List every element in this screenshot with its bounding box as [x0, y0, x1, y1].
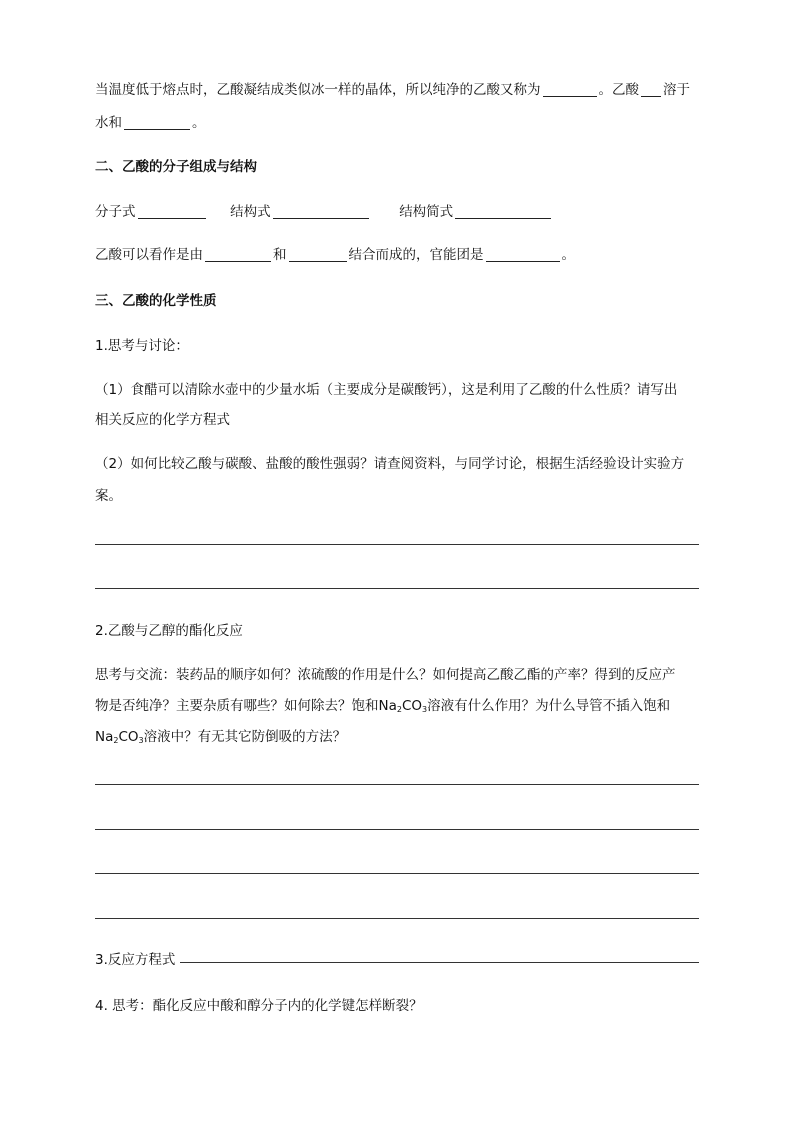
intro-line-2	[95, 111, 206, 131]
simple-formula-label: 结构简式	[399, 204, 454, 220]
intro-text-c: 溶于	[663, 82, 690, 98]
molecular-formula-label: 分子式	[95, 204, 136, 220]
blank-glacial-acetic[interactable]	[543, 82, 597, 97]
answer-line-5[interactable]	[95, 873, 699, 874]
discussion-text-a: 物是否纯净？主要杂质有哪些？如何除去？饱和	[95, 698, 379, 714]
blank-solvent[interactable]	[124, 115, 190, 130]
answer-line-1[interactable]	[95, 544, 699, 545]
section3-heading: 三、乙酸的化学性质	[95, 293, 217, 309]
reaction-equation-blank[interactable]	[180, 962, 699, 963]
intro-text-e: 。	[192, 115, 206, 131]
item4-title: 4. 思考：酯化反应中酸和醇分子内的化学键怎样断裂？	[95, 998, 423, 1014]
chemical-formula-na2co3-2: $Na_2CO_3$	[95, 729, 144, 745]
answer-line-6[interactable]	[95, 918, 699, 919]
item2-title: 2.乙酸与乙醇的酯化反应	[95, 623, 243, 639]
question2-line2: 案。	[95, 488, 122, 504]
blank-functional-group[interactable]	[486, 247, 560, 262]
discussion-text-b: 溶液有什么作用？为什么导管不插入饱和	[427, 698, 671, 714]
question1-line1: （1）食醋可以清除水壶中的少量水垢（主要成分是碳酸钙），这是利用了乙酸的什么性质？请写出	[95, 382, 678, 398]
composition-text-d: 。	[561, 247, 575, 263]
blank-molecular-formula[interactable]	[138, 204, 206, 219]
discussion-text-c: 溶液中？有无其它防倒吸的方法？	[143, 729, 347, 745]
intro-text-b: 。乙酸	[598, 82, 639, 98]
blank-solubility[interactable]	[641, 82, 661, 97]
item1-title: 1.思考与讨论：	[95, 338, 189, 354]
chemical-formula-na2co3: $Na_2CO_3$	[378, 698, 428, 714]
question2-line1: （2）如何比较乙酸与碳酸、盐酸的酸性强弱？请查阅资料，与同学讨论，根据生活经验设计实验方	[95, 456, 685, 472]
structural-formula-label: 结构式	[230, 204, 271, 220]
composition-text-a: 乙酸可以看作是由	[95, 247, 203, 263]
section2-heading: 二、乙酸的分子组成与结构	[95, 159, 257, 175]
blank-group-2[interactable]	[289, 247, 347, 262]
blank-group-1[interactable]	[205, 247, 271, 262]
discussion-line3	[95, 725, 346, 745]
answer-line-2[interactable]	[95, 588, 699, 589]
answer-line-3[interactable]	[95, 784, 699, 785]
discussion-line1: 思考与交流：装药品的顺序如何？浓硫酸的作用是什么？如何提高乙酸乙酯的产率？得到的反应产	[95, 667, 676, 683]
intro-text-d: 水和	[95, 115, 122, 131]
item3-title: 3.反应方程式	[95, 952, 176, 968]
intro-line-1	[95, 78, 690, 98]
blank-structural-formula[interactable]	[273, 204, 369, 219]
question1-line2: 相关反应的化学方程式	[95, 412, 230, 428]
composition-row	[95, 243, 575, 263]
discussion-line2	[95, 694, 670, 714]
composition-text-b: 和	[273, 247, 287, 263]
composition-text-c: 结合而成的，官能团是	[348, 247, 484, 263]
formula-row	[95, 200, 553, 220]
intro-text-a: 当温度低于熔点时，乙酸凝结成类似冰一样的晶体，所以纯净的乙酸又称为	[95, 82, 541, 98]
blank-simple-formula[interactable]	[455, 204, 551, 219]
answer-line-4[interactable]	[95, 829, 699, 830]
